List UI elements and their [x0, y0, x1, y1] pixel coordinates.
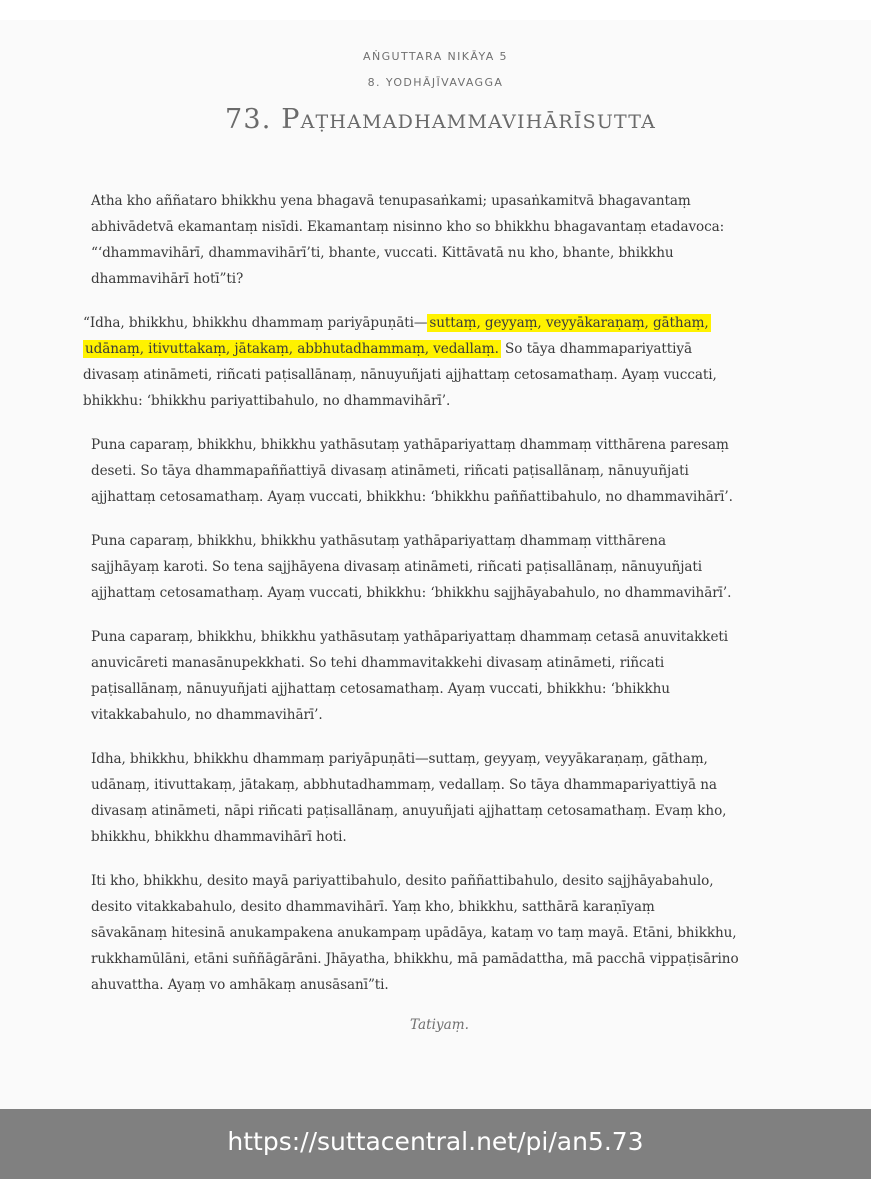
collection-heading: AṄGUTTARA NIKĀYA 5: [363, 50, 508, 63]
sutta-title: 73. Paṭhamadhammavihārīsutta: [224, 104, 657, 135]
paragraph-2-intro: “Idha, bhikkhu, bhikkhu dhammaṃ pariyāpuṇāti—: [83, 315, 428, 331]
paragraph-2-rest: So tāya dhammapariyattiyā divasaṃ atināmeti, riñcati paṭisallānaṃ, nānuyuñjati ajjhattaṃ cetosamathaṃ. Ayaṃ vuccati, bhikkhu: ‘bhikkhu pariyattibahulo, no dhammavihārī’.: [83, 341, 717, 409]
paragraph-6: Idha, bhikkhu, bhikkhu dhammaṃ pariyāpuṇāti—suttaṃ, geyyaṃ, veyyākaraṇaṃ, gāthaṃ, udānaṃ, itivuttakaṃ, jātakaṃ, abbhutadhammaṃ, vedallaṃ. So tāya dhammapariyattiyā na divasaṃ atināmeti, nāpi riñcati paṭisallānaṃ, anuyuñjati ajjhattaṃ cetosamathaṃ. Evaṃ kho, bhikkhu, bhikkhu dhammavihārī hoti.: [91, 751, 727, 845]
paragraph-5: Puna caparaṃ, bhikkhu, bhikkhu yathāsutaṃ yathāpariyattaṃ dhammaṃ cetasā anuvitakketi anuvicāreti manasānupekkhati. So tehi dhammavitakkehi divasaṃ atināmeti, riñcati paṭisallānaṃ, nānuyuñjati ajjhattaṃ cetosamathaṃ. Ayaṃ vuccati, bhikkhu: ‘bhikkhu vitakkabahulo, no dhammavihārī’.: [91, 629, 729, 723]
closing-note: Tatiyaṃ.: [410, 1017, 469, 1033]
source-url: https://suttacentral.net/pi/an5.73: [227, 1127, 644, 1156]
document-page: [0, 20, 871, 1109]
paragraph-7: Iti kho, bhikkhu, desito mayā pariyattibahulo, desito paññattibahulo, desito sajjhāyabahulo, desito vitakkabahulo, desito dhammavihārī. Yaṃ kho, bhikkhu, satthārā karaṇīyaṃ sāvakānaṃ hitesinā anukampakena anukampaṃ upādāya, kataṃ vo taṃ mayā. Etāni, bhikkhu, rukkhamūlāni, etāni suññāgārāni. Jhāyatha, bhikkhu, mā pamādattha, mā pacchā vippaṭisārino ahuvattha. Ayaṃ vo amhākaṃ anusāsanī”ti.: [91, 873, 739, 993]
paragraph-3: Puna caparaṃ, bhikkhu, bhikkhu yathāsutaṃ yathāpariyattaṃ dhammaṃ vitthārena paresaṃ deseti. So tāya dhammapaññattiyā divasaṃ atināmeti, riñcati paṭisallānaṃ, nānuyuñjati ajjhattaṃ cetosamathaṃ. Ayaṃ vuccati, bhikkhu: ‘bhikkhu paññattibahulo, no dhammavihārī’.: [91, 437, 733, 505]
sutta-body: [83, 188, 791, 1016]
highlighted-text-1: suttaṃ, geyyaṃ, veyyākaraṇaṃ, gāthaṃ,: [429, 315, 709, 331]
paragraph-4: Puna caparaṃ, bhikkhu, bhikkhu yathāsutaṃ yathāpariyattaṃ dhammaṃ vitthārena sajjhāyaṃ karoti. So tena sajjhāyena divasaṃ atināmeti, riñcati paṭisallānaṃ, nānuyuñjati ajjhattaṃ cetosamathaṃ. Ayaṃ vuccati, bhikkhu: ‘bhikkhu sajjhāyabahulo, no dhammavihārī’.: [91, 533, 732, 601]
chapter-heading: 8. YODHĀJĪVAVAGGA: [367, 76, 504, 89]
source-footer: [0, 1109, 871, 1179]
highlighted-text-2: udānaṃ, itivuttakaṃ, jātakaṃ, abbhutadhammaṃ, vedallaṃ.: [85, 341, 499, 357]
paragraph-1: Atha kho aññataro bhikkhu yena bhagavā tenupasaṅkami; upasaṅkamitvā bhagavantaṃ abhivādetvā ekamantaṃ nisīdi. Ekamantaṃ nisinno kho so bhikkhu bhagavantaṃ etadavoca: “‘dhammavihārī, dhammavihārī’ti, bhante, vuccati. Kittāvatā nu kho, bhante, bhikkhu dhammavihārī hotī”ti?: [91, 193, 725, 287]
paragraph-2: [83, 310, 791, 414]
